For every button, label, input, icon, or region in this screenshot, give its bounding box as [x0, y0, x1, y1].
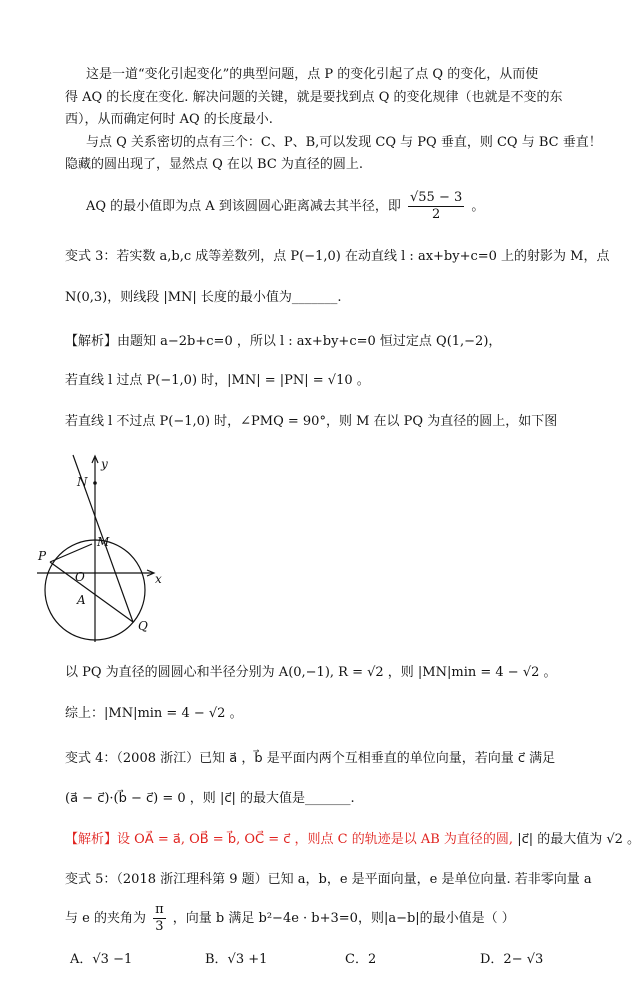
geometry-figure [35, 450, 170, 645]
intro-line-6-end: 。 [471, 199, 485, 214]
choice-d: D．2− √3 [480, 952, 544, 967]
variant4-solution [65, 831, 640, 849]
label-m: M [97, 535, 110, 549]
intro-line-5: 隐藏的圆出现了，显然点 Q 在以 BC 为直径的圆上. [65, 157, 364, 172]
solution-tag: 【解析】 [65, 334, 118, 349]
variant4-line-2: (a⃗ − c⃗)·(b⃗ − c⃗) = 0 ，则 |c⃗| 的最大值是_______. [65, 791, 355, 806]
label-o: O [75, 570, 85, 584]
variant3-solution-line-2: 若直线 l 过点 P(−1,0) 时，|MN| = |PN| = √10 。 [65, 373, 370, 388]
solution-tag: 【解析】 [65, 832, 118, 847]
solution-text: 由题知 a−2b+c=0 ，所以 l : ax+by+c=0 恒过定点 Q(1,−2)， [117, 334, 502, 349]
variant3-solution-line-3: 若直线 l 不过点 P(−1,0) 时，∠PMQ = 90°，则 M 在以 PQ 为直径的圆上，如下图 [65, 414, 558, 429]
fraction-denominator: 2 [431, 207, 441, 222]
variant5-line-2 [65, 902, 515, 936]
intro-line-3: 西），从而确定何时 AQ 的长度最小. [65, 112, 273, 127]
solution-text-red: 设 OA⃗ = a⃗, OB⃗ = b⃗, OC⃗ = c⃗ ，则点 C 的轨迹是以 AB 为直径的圆, [117, 832, 514, 847]
variant3-line-1: 变式 3：若实数 a,b,c 成等差数列，点 P(−1,0) 在动直线 l : ax+by+c=0 上的射影为 M，点 [65, 249, 610, 264]
fraction-denominator: 3 [155, 919, 164, 934]
choice-a: A．√3 −1 [70, 952, 133, 967]
fraction [153, 902, 166, 935]
variant5-line-2-end: ，向量 b 满足 b²−4e · b+3=0，则|a−b|的最小值是（ ） [172, 911, 515, 926]
point-n [93, 481, 97, 485]
label-x: x [155, 572, 162, 586]
variant5-line-2-text: 与 e 的夹角为 [65, 911, 146, 926]
variant3-solution-line-4: 以 PQ 为直径的圆圆心和半径分别为 A(0,−1), R = √2 ，则 |MN|min = 4 − √2 。 [65, 665, 557, 680]
variant4-line-1: 变式 4：（2008 浙江）已知 a⃗ ，b⃗ 是平面内两个互相垂直的单位向量，若向量 c⃗ 满足 [65, 751, 556, 766]
fraction-numerator: √55 − 3 [409, 190, 463, 205]
variant3-solution-line-1 [65, 333, 501, 351]
label-n: N [77, 475, 88, 489]
choice-c: C．2 [345, 952, 377, 967]
choice-b: B．√3 +1 [205, 952, 268, 967]
variant5-line-1: 变式 5：（2018 浙江理科第 9 题）已知 a，b，e 是平面向量，e 是单位向量. 若非零向量 a [65, 872, 592, 887]
intro-line-4: 与点 Q 关系密切的点有三个：C、P、B,可以发现 CQ 与 PQ 垂直，则 CQ 与 BC 垂直！ [86, 135, 602, 150]
label-p: P [38, 549, 47, 563]
segment-pq [50, 562, 133, 622]
intro-line-6-text: AQ 的最小值即为点 A 到该圆圆心距离减去其半径，即 [86, 199, 401, 214]
fraction-numerator: π [155, 902, 164, 917]
variant3-line-2: N(0,3)，则线段 |MN| 长度的最小值为_______. [65, 290, 342, 305]
solution-text: |c⃗| 的最大值为 √2 。 [513, 832, 641, 847]
fraction [408, 190, 464, 223]
label-q: Q [138, 619, 148, 633]
intro-line-2: 得 AQ 的长度在变化. 解决问题的关键，就是要找到点 Q 的变化规律（也就是不变的东 [65, 90, 563, 105]
label-y: y [101, 457, 108, 471]
intro-line-6 [86, 190, 484, 224]
variant3-solution-line-5: 综上：|MN|min = 4 − √2 。 [65, 706, 243, 721]
intro-line-1: 这是一道“变化引起变化”的典型问题，点 P 的变化引起了点 Q 的变化，从而使 [86, 67, 539, 82]
label-a: A [77, 593, 86, 607]
